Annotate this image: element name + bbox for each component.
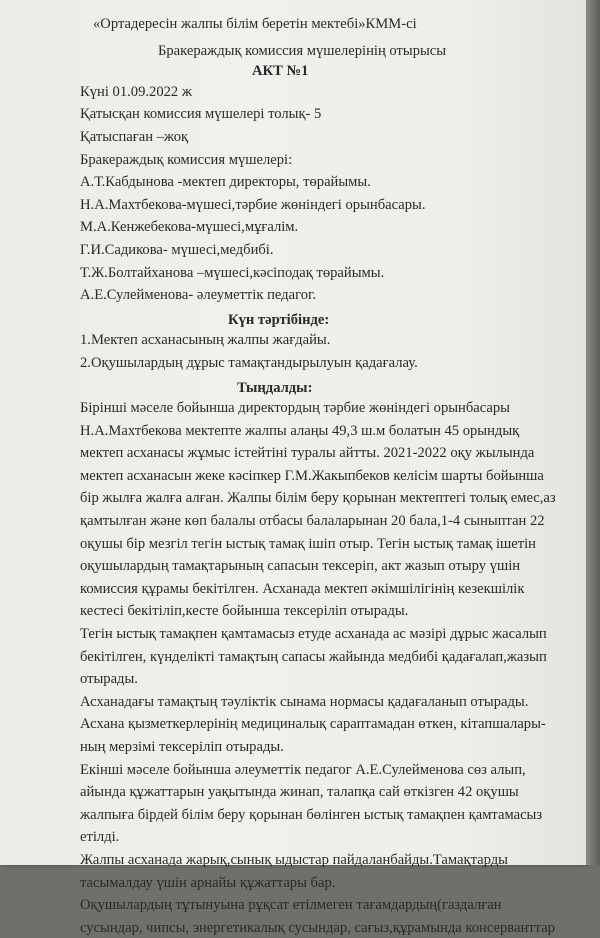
body-line: Асханадағы тамақтың тәуліктік сынама нормасы қадағаланып отырады. (80, 693, 529, 710)
body-line: Асхана қызметкерлерінің медициналық сараптамадан өткен, кітапшалары- (80, 716, 546, 733)
body-line: бекітілген, күнделікті тамақтың сапасы жайында медбибі қадағалап,жазып (80, 648, 547, 665)
body-line: Жалпы асханада жарық,сынық ыдыстар пайдаланбайды.Тамақтарды (80, 851, 508, 868)
body-line: отырады. (80, 671, 138, 688)
agenda-item: 2.Оқушылардың дұрыс тамақтандырылуын қадағалау. (80, 354, 418, 371)
member-item: Г.И.Садикова- мүшесі,медбибі. (80, 241, 274, 258)
heard-title: Тыңдалды: (237, 379, 313, 396)
member-item: Н.А.Махтбекова-мүшесі,тәрбие жөніндегі орынбасары. (80, 196, 426, 213)
member-item: А.Е.Сулейменова- әлеуметтік педагог. (80, 287, 316, 304)
agenda-title: Күн тәртібінде: (228, 311, 330, 328)
body-line: бір жылға жалға алған. Жалпы білім беру қорынан мектептегі толық емес,аз (80, 490, 556, 507)
body-line: сусындар, чипсы, энергетикалық сусындар, сағыз,құрамында консерванттар (80, 919, 555, 936)
body-line: оқушы бір мезгіл тегін ыстық тамақ ішіп отыр. Тегін ыстық тамақ ішетін (80, 535, 536, 552)
present-line: Қатысқан комиссия мүшелері толық- 5 (80, 106, 322, 123)
members-heading: Бракераждық комиссия мүшелері: (80, 151, 293, 168)
body-line: оқушылардың тамақтарының сапасын тексеріп, акт жазып отыру үшін (80, 558, 521, 575)
agenda-item: 1.Мектеп асханасының жалпы жағдайы. (80, 332, 331, 349)
body-line: жалпыға бірдей білім беру қорынан бөлінген ыстық тамақпен қамтамасыз (80, 806, 543, 823)
absent-line: Қатыспаған –жоқ (80, 128, 189, 145)
body-text (80, 398, 580, 938)
document-content (80, 14, 580, 938)
body-line: ның мерзімі тексеріліп отырады. (80, 739, 284, 755)
body-line: етілді. (80, 829, 120, 846)
body-line: мектеп асханасын жеке кәсіпкер Г.М.Жакыпбеков келісім шарты бойынша (80, 467, 544, 484)
date-line: Күні 01.09.2022 ж (80, 83, 192, 100)
body-line: тасымалдау үшін арнайы құжаттары бар. (80, 874, 336, 891)
background-edge (586, 0, 600, 865)
body-line: Оқушылардың тұтынуына рұқсат етілмеген тағамдардың(газдалған (80, 897, 502, 914)
org-name: «Ортадересін жалпы білім беретін мектебі»КММ-сі (93, 16, 417, 32)
body-line: Бірінші мәселе бойынша директордың тәрбие жөніндегі орынбасары (80, 400, 510, 417)
meeting-title: Бракераждық комиссия мүшелерінің отырысы (158, 42, 447, 59)
body-line: қамтылған және көп балалы отбасы балаларынан 20 бала,1-4 сыныптан 22 (80, 513, 545, 530)
member-item: М.А.Кенжебекова-мүшесі,мұғалім. (80, 219, 299, 236)
act-title: АКТ №1 (252, 63, 309, 80)
body-line: комиссия құрамы бекітілген. Асханада мектеп әкімшілігінің кезекшілік (80, 580, 525, 597)
body-line: Н.А.Махтбекова мектепте жалпы алаңы 49,3 ш.м болатын 45 орындық (80, 422, 520, 439)
body-line: айында құжаттарын уақытында жинап, талапқа сай өткізген 42 оқушы (80, 784, 519, 801)
body-line: Екінші мәселе бойынша әлеуметтік педагог А.Е.Сулейменова сөз алып, (80, 761, 526, 778)
member-item: Т.Ж.Болтайханова –мүшесі,кәсіподақ төрайымы. (80, 264, 385, 281)
body-line: Тегін ыстық тамақпен қамтамасыз етуде асханада ас мәзірі дұрыс жасалып (80, 626, 547, 643)
members-list (80, 172, 580, 306)
body-line: кестесі бекітіліп,кесте бойынша тексеріліп отырады. (80, 603, 409, 620)
member-item: А.Т.Кабдынова -мектеп директоры, төрайымы. (80, 174, 371, 191)
body-line: мектеп асханасы жұмыс істейтіні туралы айтты. 2021-2022 оқу жылында (80, 445, 535, 462)
